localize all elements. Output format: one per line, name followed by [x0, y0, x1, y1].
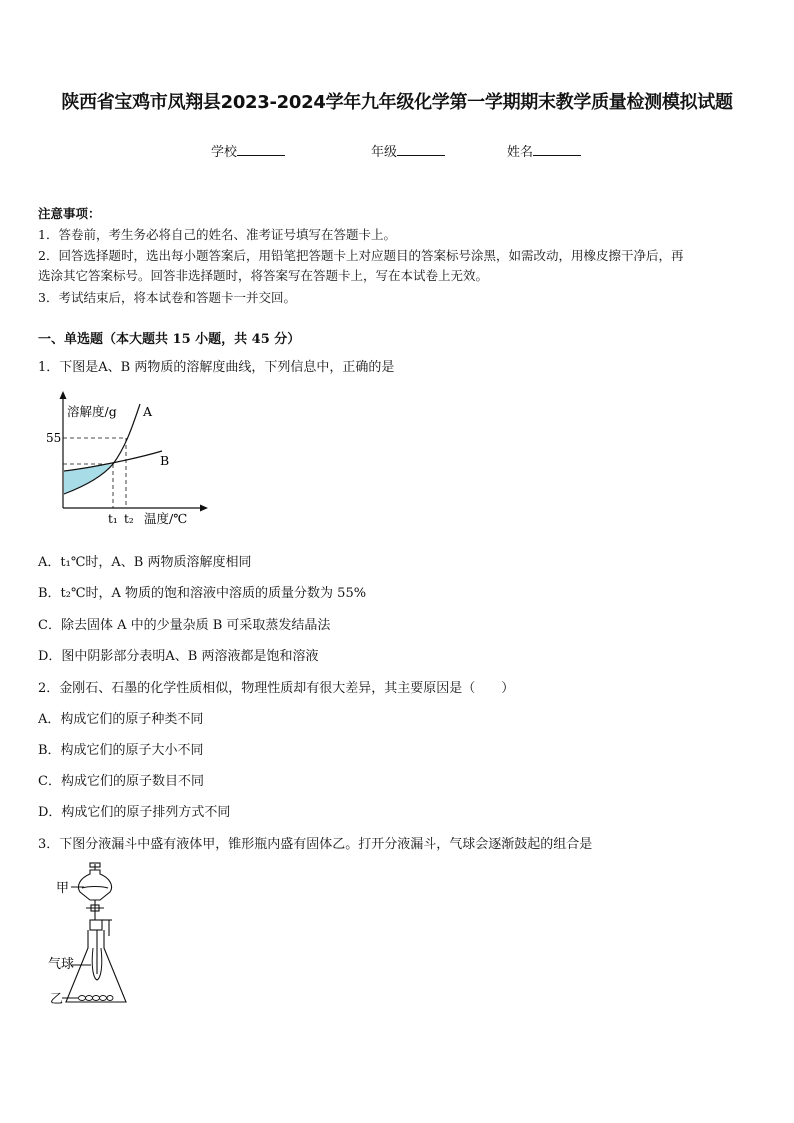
- x-axis-arrow-icon: [200, 505, 208, 512]
- tick-55: 55: [46, 431, 62, 445]
- grade-blank[interactable]: [397, 143, 445, 156]
- page-title: 陕西省宝鸡市凤翔县2023-2024学年九年级化学第一学期期末教学质量检测模拟试题: [61, 92, 733, 113]
- grade-field[interactable]: [371, 141, 445, 160]
- school-blank[interactable]: [237, 143, 285, 156]
- solubility-curve-figure: [40, 386, 220, 531]
- section-heading: 一、单选题（本大题共 15 小题，共 45 分）: [38, 332, 301, 347]
- q2-option-a[interactable]: A．构成它们的原子种类不同: [38, 712, 204, 727]
- school-label: 学校: [211, 145, 238, 160]
- solid-particles-icon: [79, 996, 114, 1001]
- notice-item-3: 3．考试结束后，将本试卷和答题卡一并交回。: [38, 290, 296, 305]
- separatory-funnel-icon: [78, 863, 111, 920]
- q2-stem: 2．金刚石、石墨的化学性质相似，物理性质却有很大差异，其主要原因是（ ）: [38, 681, 515, 696]
- notice-heading: 注意事项：: [38, 206, 101, 221]
- balloon-label: 气球: [48, 957, 75, 972]
- q1-option-b[interactable]: B．t₂℃时，A 物质的饱和溶液中溶质的质量分数为 55%: [38, 586, 367, 601]
- apparatus-figure: [44, 862, 144, 1012]
- name-blank[interactable]: [533, 143, 581, 156]
- yi-label: 乙: [50, 992, 64, 1007]
- grade-label: 年级: [371, 145, 398, 160]
- school-field[interactable]: [211, 141, 285, 160]
- name-label: 姓名: [507, 145, 534, 160]
- q1-option-a[interactable]: A．t₁℃时，A、B 两物质溶解度相同: [38, 555, 252, 570]
- shaded-region: [64, 464, 113, 494]
- conical-flask-icon: [66, 920, 126, 1002]
- q1-stem: 1．下图是A、B 两物质的溶解度曲线，下列信息中，正确的是: [38, 360, 395, 375]
- y-axis-label: 溶解度/g: [67, 404, 117, 419]
- x-axis-label: 温度/℃: [144, 511, 188, 526]
- notice-item-2-cont: 选涂其它答案标号。回答非选择题时，将答案写在答题卡上，写在本试卷上无效。: [38, 268, 489, 283]
- q2-option-b[interactable]: B．构成它们的原子大小不同: [38, 743, 204, 758]
- q3-stem: 3．下图分液漏斗中盛有液体甲，锥形瓶内盛有固体乙。打开分液漏斗，气球会逐渐鼓起的组合是: [38, 837, 593, 852]
- curve-b-label: B: [160, 453, 170, 468]
- y-axis-arrow-icon: [60, 391, 67, 399]
- t1-label: t₁: [108, 512, 118, 526]
- jia-label: 甲: [56, 881, 70, 896]
- notice-item-2: 2．回答选择题时，选出每小题答案后，用铅笔把答题卡上对应题目的答案标号涂黑，如需改动，用橡皮擦干净后，再: [38, 248, 684, 263]
- name-field[interactable]: [507, 141, 581, 160]
- t2-label: t₂: [124, 512, 134, 526]
- notice-item-1: 1．答卷前，考生务必将自己的姓名、准考证号填写在答题卡上。: [38, 227, 396, 242]
- curve-a-label: A: [143, 404, 153, 419]
- q2-option-c[interactable]: C．构成它们的原子数目不同: [38, 774, 204, 789]
- q1-option-c[interactable]: C．除去固体 A 中的少量杂质 B 可采取蒸发结晶法: [38, 618, 331, 633]
- q2-option-d[interactable]: D．构成它们的原子排列方式不同: [38, 805, 231, 820]
- q1-option-d[interactable]: D．图中阴影部分表明A、B 两溶液都是饱和溶液: [38, 649, 319, 664]
